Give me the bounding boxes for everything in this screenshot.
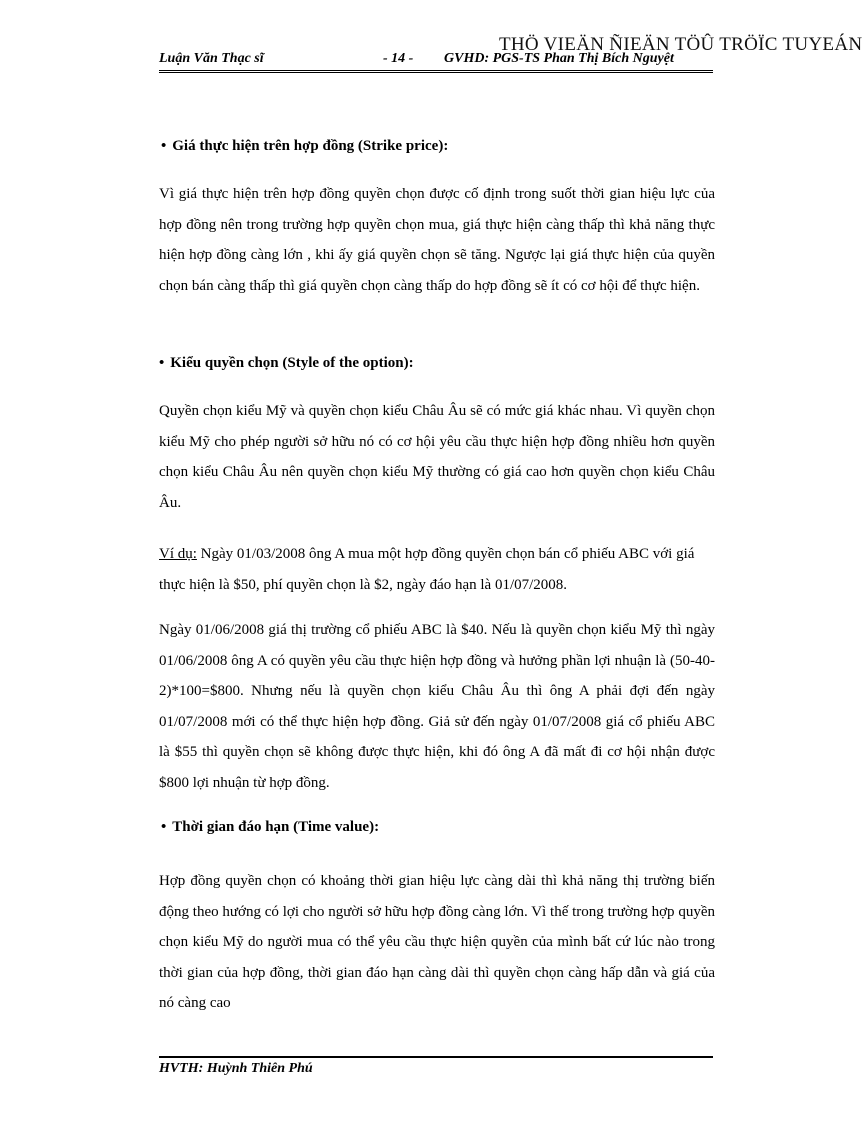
section-heading-strike-price bbox=[161, 138, 448, 155]
example-text: Ngày 01/03/2008 ông A mua một hợp đồng quyền chọn bán cổ phiếu ABC với giá thực hiện là $50, phí quyền chọn là $2, ngày đáo hạn là 01/07/2008. bbox=[159, 546, 695, 593]
example-label: Ví dụ: bbox=[159, 546, 197, 562]
header-thesis-type: Luận Văn Thạc sĩ bbox=[159, 51, 264, 66]
section-heading-text: Giá thực hiện trên hợp đồng (Strike price): bbox=[172, 138, 449, 154]
header-page-number: - 14 - bbox=[383, 51, 414, 66]
paragraph-option-style: Quyền chọn kiểu Mỹ và quyền chọn kiểu Châu Âu sẽ có mức giá khác nhau. Vì quyền chọn kiểu Mỹ cho phép người sở hữu nó có cơ hội yêu cầu thực hiện hợp đồng nhiều hơn quyền chọn kiểu Châu Âu nên quyền chọn kiểu Mỹ thường có giá cao hơn quyền chọn kiểu Châu Âu. bbox=[159, 403, 715, 511]
header-advisor: GVHD: PGS-TS Phan Thị Bích Nguyệt bbox=[444, 51, 674, 66]
bullet-icon: • bbox=[161, 138, 167, 154]
section-heading-option-style bbox=[159, 355, 414, 372]
bullet-icon: • bbox=[161, 819, 167, 835]
section-heading-time-value bbox=[161, 819, 379, 836]
paragraph-strike-price: Vì giá thực hiện trên hợp đồng quyền chọn được cố định trong suốt thời gian hiệu lực của hợp đồng nên trong trường hợp quyền chọn mua, giá thực hiện càng thấp thì khả năng thực hiện hợp đồng càng lớn , khi ấy giá quyền chọn sẽ tăng. Ngược lại giá thực hiện của quyền chọn bán càng thấp thì giá quyền chọn càng thấp do hợp đồng sẽ ít có cơ hội để thực hiện. bbox=[159, 186, 715, 294]
watermark-text: THÖ VIEÄN ÑIEÄN TÖÛ TRÖÏC TUYEÁN bbox=[499, 34, 862, 55]
paragraph-example-followup: Ngày 01/06/2008 giá thị trường cổ phiếu ABC là $40. Nếu là quyền chọn kiểu Mỹ thì ngày 01/06/2008 ông A có quyền yêu cầu thực hiện hợp đồng và hưởng phần lợi nhuận là (50-40-2)*100=$800. Nhưng nếu là quyền chọn kiểu Châu Âu thì ông A phải đợi đến ngày 01/07/2008 mới có thể thực hiện hợp đồng. Giả sử đến ngày 01/07/2008 giá cổ phiếu ABC là $55 thì quyền chọn sẽ không được thực hiện, khi đó ông A đã mất đi cơ hội nhận được $800 lợi nhuận từ hợp đồng. bbox=[159, 622, 715, 791]
paragraph-example bbox=[159, 539, 715, 600]
page-footer: HVTH: Huỳnh Thiên Phú bbox=[159, 1061, 313, 1076]
page-header bbox=[159, 51, 713, 71]
footer-rule bbox=[159, 1056, 713, 1058]
paragraph-time-value: Hợp đồng quyền chọn có khoảng thời gian hiệu lực càng dài thì khả năng thị trường biến động theo hướng có lợi cho người sở hữu hợp đồng càng lớn. Vì thế trong trường hợp quyền chọn kiểu Mỹ do người mua có thể yêu cầu thực hiện quyền của mình bất cứ lúc nào trong thời gian của hợp đồng, thời gian đáo hạn càng dài thì quyền chọn càng hấp dẫn và giá của nó càng cao bbox=[159, 873, 715, 1011]
section-heading-text: Thời gian đáo hạn (Time value): bbox=[172, 819, 380, 835]
header-rule bbox=[159, 70, 713, 73]
bullet-icon: • bbox=[159, 355, 165, 371]
section-heading-text: Kiểu quyền chọn (Style of the option): bbox=[170, 355, 414, 371]
